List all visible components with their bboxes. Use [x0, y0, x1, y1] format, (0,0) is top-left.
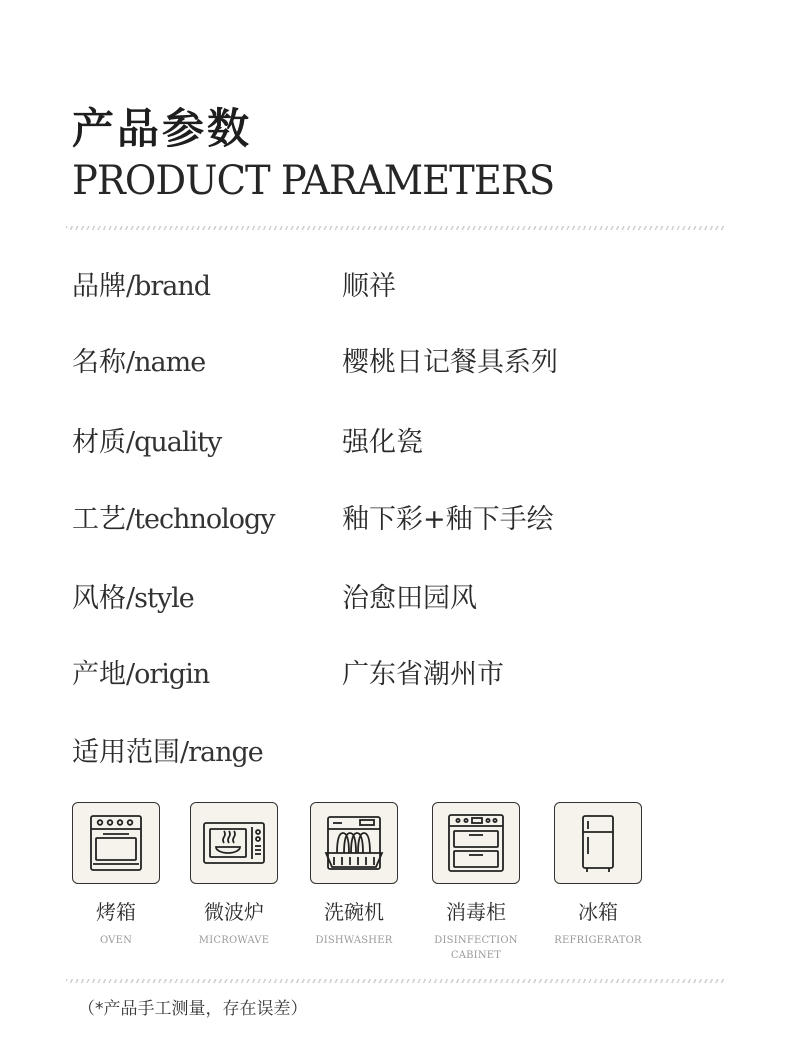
page-title: 产品参数 — [72, 104, 253, 153]
param-row-style — [72, 576, 722, 616]
appliance-label-en: MICROWAVE — [198, 935, 270, 946]
param-label: 风格/style — [72, 583, 194, 614]
param-value: 樱桃日记餐具系列 — [342, 347, 558, 378]
page-subtitle: PRODUCT PARAMETERS — [72, 158, 555, 204]
param-value: 强化瓷 — [342, 427, 423, 458]
dishwasher-icon — [310, 802, 398, 884]
measurement-note: （*产品手工测量，存在误差） — [78, 999, 308, 1019]
top-divider — [66, 226, 726, 230]
param-label: 材质/quality — [72, 427, 222, 458]
param-label: 工艺/technology — [72, 504, 275, 535]
appliance-label-en: DISHWASHER — [315, 935, 393, 946]
param-label: 产地/origin — [72, 659, 210, 690]
param-row-name — [72, 340, 722, 380]
appliance-item-microwave — [164, 802, 304, 948]
appliance-item-refrigerator — [528, 802, 668, 948]
param-value: 治愈田园风 — [342, 583, 477, 614]
appliance-item-disinfection-cabinet — [406, 802, 546, 963]
appliance-label-en: DISINFECTION CABINET — [434, 935, 518, 961]
appliance-list — [0, 802, 790, 972]
appliance-label: 微波炉 — [204, 900, 264, 924]
param-value: 广东省潮州市 — [342, 659, 504, 690]
param-value: 釉下彩+釉下手绘 — [342, 504, 554, 535]
appliance-label: 冰箱 — [578, 900, 618, 924]
param-value: 顺祥 — [342, 271, 396, 302]
param-row-range — [72, 730, 722, 770]
oven-icon — [72, 802, 160, 884]
appliance-label-en: REFRIGERATOR — [554, 935, 642, 946]
appliance-label: 烤箱 — [96, 900, 136, 924]
bottom-divider — [66, 979, 726, 983]
appliance-item-dishwasher — [284, 802, 424, 948]
param-label: 适用范围/range — [72, 737, 263, 768]
param-row-origin — [72, 652, 722, 692]
param-label: 品牌/brand — [72, 271, 211, 302]
appliance-label-en: OVEN — [99, 935, 133, 946]
microwave-icon — [190, 802, 278, 884]
param-row-technology — [72, 497, 722, 537]
refrigerator-icon — [554, 802, 642, 884]
appliance-label: 洗碗机 — [324, 900, 384, 924]
param-row-quality — [72, 420, 722, 460]
param-label: 名称/name — [72, 347, 206, 378]
param-row-brand — [72, 264, 722, 304]
appliance-label: 消毒柜 — [446, 900, 506, 924]
disinfection-cabinet-icon — [432, 802, 520, 884]
